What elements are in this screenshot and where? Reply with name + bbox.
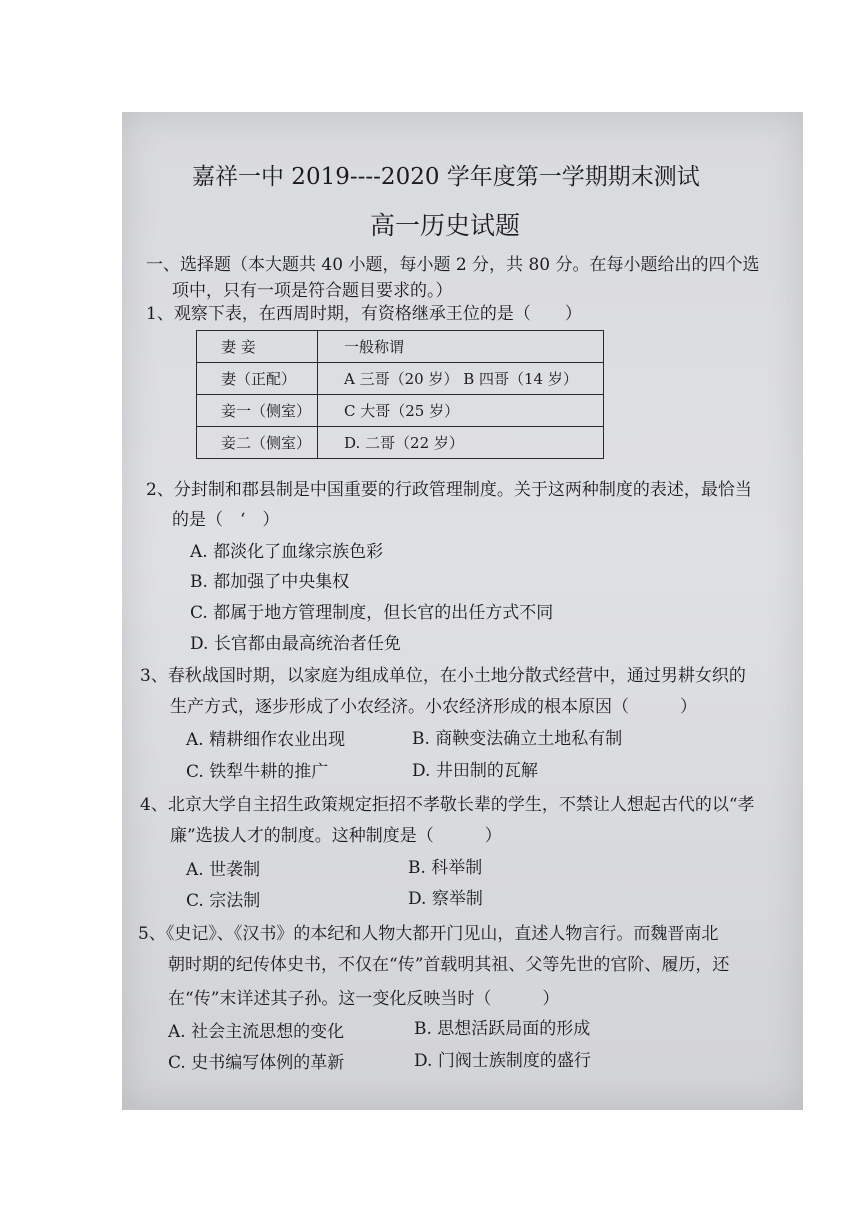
table-cell: 妻（正配）	[197, 363, 318, 395]
table-cell: A 三哥（20 岁） B 四哥（14 岁）	[318, 363, 604, 395]
q2-option-b: B. 都加强了中央集权	[190, 572, 350, 592]
q5-option-a: A. 社会主流思想的变化	[168, 1022, 345, 1042]
section-heading-line2: 项中，只有一项是符合题目要求的。）	[172, 281, 453, 301]
exam-subtitle: 高一历史试题	[370, 211, 521, 240]
q4-stem-line1: 4、北京大学自主招生政策规定拒招不孝敬长辈的学生，不禁让人想起古代的以“孝	[140, 795, 755, 815]
q1-table	[196, 330, 604, 459]
q2-option-c: C. 都属于地方管理制度，但长官的出任方式不同	[190, 603, 554, 623]
section-heading-line1: 一、选择题（本大题共 40 小题，每小题 2 分，共 80 分。在每小题给出的四个选	[146, 255, 760, 275]
table-cell: 妾一（侧室）	[197, 395, 318, 427]
table-cell: D. 二哥（22 岁）	[318, 427, 604, 459]
q2-option-a: A. 都淡化了血缘宗族色彩	[190, 542, 384, 562]
table-cell: 妾二（侧室）	[197, 427, 318, 459]
table-row	[197, 363, 604, 395]
q3-stem-line2: 生产方式，逐步形成了小农经济。小农经济形成的根本原因（ ）	[170, 697, 697, 717]
q1-stem: 1、观察下表，在西周时期，有资格继承王位的是（ ）	[146, 304, 582, 324]
q3-option-d: D. 井田制的瓦解	[412, 761, 538, 781]
q5-option-b: B. 思想活跃局面的形成	[414, 1019, 591, 1039]
table-row	[197, 427, 604, 459]
q5-stem-line1: 5、《史记》、《汉书》的本纪和人物大都开门见山，直述人物言行。而魏晋南北	[138, 924, 719, 944]
table-header-cell: 一般称谓	[318, 331, 604, 363]
q4-option-a: A. 世袭制	[186, 860, 261, 880]
q2-stem-line2: 的是（ ‘ ）	[172, 510, 280, 530]
q3-option-b: B. 商鞅变法确立土地私有制	[412, 729, 623, 749]
q2-option-d: D. 长官都由最高统治者任免	[190, 634, 401, 654]
q5-option-d: D. 门阀士族制度的盛行	[414, 1051, 591, 1071]
q3-stem-line1: 3、春秋战国时期，以家庭为组成单位，在小土地分散式经营中，通过男耕女织的	[140, 666, 746, 686]
q2-stem-line1: 2、分封制和郡县制是中国重要的行政管理制度。关于这两种制度的表述，最恰当	[146, 480, 752, 500]
table-cell: C 大哥（25 岁）	[318, 395, 604, 427]
q5-stem-line3: 在“传”末详述其子孙。这一变化反映当时（ ）	[168, 989, 560, 1009]
q3-option-a: A. 精耕细作农业出现	[186, 730, 346, 750]
table-header-cell: 妻 妾	[197, 331, 318, 363]
q4-option-d: D. 察举制	[408, 889, 483, 909]
q5-stem-line2: 朝时期的纪传体史书，不仅在“传”首载明其祖、父等先世的官阶、履历，还	[168, 955, 730, 975]
q3-option-c: C. 铁犁牛耕的推广	[186, 762, 329, 782]
q5-option-c: C. 史书编写体例的革新	[168, 1053, 345, 1073]
table-row	[197, 331, 604, 363]
q4-stem-line2: 廉”选拔人才的制度。这种制度是（ ）	[170, 826, 502, 846]
exam-title: 嘉祥一中 2019----2020 学年度第一学期期末测试	[192, 164, 700, 190]
q4-option-b: B. 科举制	[408, 858, 483, 878]
table-row	[197, 395, 604, 427]
q4-option-c: C. 宗法制	[186, 891, 261, 911]
